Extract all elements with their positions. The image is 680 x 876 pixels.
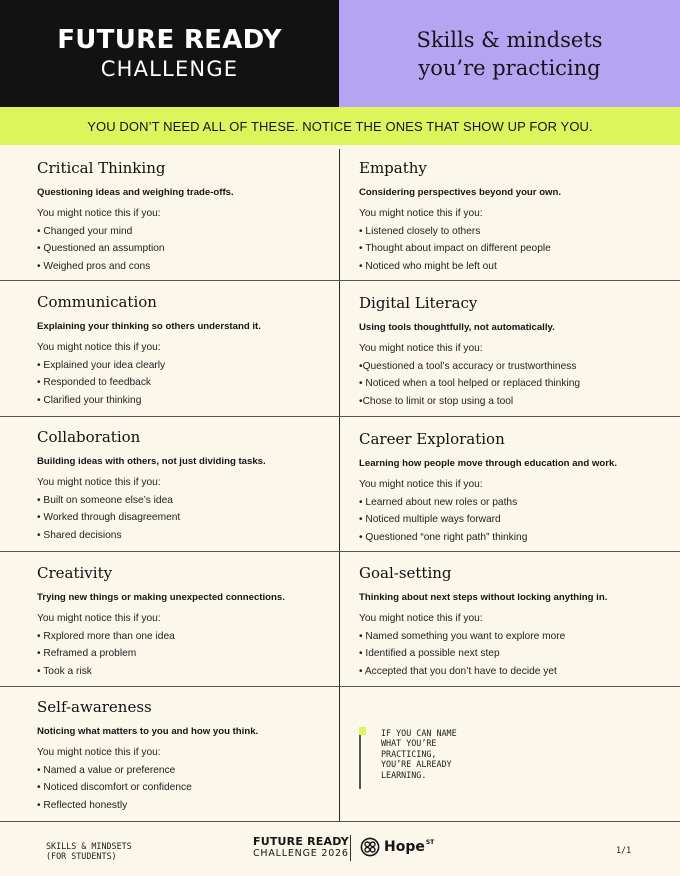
footer-doc-label-line-2: (FOR STUDENTS) [46, 851, 117, 861]
row-divider [0, 551, 680, 552]
skill-card-creativity [37, 563, 342, 679]
page-title-line-2: you’re practicing [418, 55, 601, 80]
skill-intro: You might notice this if you: [37, 208, 161, 219]
skill-intro: You might notice this if you: [37, 342, 161, 353]
skill-bullet: • Noticed when a tool helped or replaced thinking [359, 378, 581, 390]
skill-subtitle: Explaining your thinking so others understand it. [37, 321, 261, 332]
skill-card-empathy [359, 158, 664, 274]
logo-line-2: CHALLENGE [100, 56, 239, 81]
skill-bullet: • Named something you want to explore more [359, 630, 566, 642]
skill-bullet: • Named a value or preference [37, 764, 176, 776]
partner-name: Hope [384, 839, 425, 855]
brand-logo [0, 0, 339, 107]
skill-bullet: •Chose to limit or stop using a tool [359, 395, 514, 407]
row-divider [0, 416, 680, 417]
skill-bullet: • Explained your idea clearly [37, 359, 166, 371]
page-title-line-1: Skills & mindsets [416, 27, 603, 52]
skill-bullet: • Noticed who might be left out [359, 260, 497, 272]
skill-card-critical-thinking [37, 158, 342, 274]
notice-banner-text: YOU DON’T NEED ALL OF THESE. NOTICE THE ONES THAT SHOW UP FOR YOU. [87, 118, 593, 134]
skill-bullet: • Rxplored more than one idea [37, 630, 175, 642]
footer-logo-line-2: CHALLENGE 2026 [253, 848, 349, 859]
skill-card-career-exploration [359, 429, 664, 545]
skill-bullet: • Clarified your thinking [37, 394, 142, 406]
skill-subtitle: Trying new things or making unexpected connections. [37, 592, 285, 603]
notice-banner [0, 107, 680, 145]
skill-bullet: • Responded to feedback [37, 377, 152, 389]
skill-bullets [359, 360, 664, 409]
skill-subtitle: Learning how people move through education and work. [359, 458, 617, 469]
skill-title: Empathy [359, 159, 427, 177]
skill-bullet: • Listened closely to others [359, 225, 481, 237]
skill-intro: You might notice this if you: [359, 479, 483, 490]
skill-title: Digital Literacy [359, 294, 478, 312]
skill-bullets [359, 496, 664, 545]
skill-bullets [359, 225, 664, 274]
skill-title: Communication [37, 293, 157, 311]
quote-accent-mark [359, 727, 366, 735]
skill-bullet: • Took a risk [37, 665, 92, 677]
skill-title: Self-awareness [37, 698, 152, 716]
skill-bullets [37, 225, 342, 274]
skill-card-collaboration [37, 427, 342, 543]
skill-bullet: • Reflected honestly [37, 799, 128, 811]
skill-title: Goal-setting [359, 564, 452, 582]
skill-bullet: • Reframed a problem [37, 648, 137, 660]
skill-bullet: • Changed your mind [37, 225, 133, 237]
skill-bullet: • Questioned an assumption [37, 243, 165, 255]
skill-bullet: • Questioned “one right path” thinking [359, 531, 528, 543]
skill-bullet: • Accepted that you don’t have to decide yet [359, 665, 557, 677]
skill-subtitle: Noticing what matters to you and how you think. [37, 726, 259, 737]
skill-subtitle: Building ideas with others, not just dividing tasks. [37, 456, 266, 467]
skill-title: Career Exploration [359, 430, 505, 448]
skill-bullets [359, 630, 664, 679]
pull-quote-line: PRACTICING, [381, 748, 437, 759]
pull-quote-line: LEARNING. [381, 769, 427, 780]
footer-brand-logo [253, 836, 349, 859]
skill-bullets [37, 359, 342, 408]
skill-title: Critical Thinking [37, 159, 166, 177]
skill-subtitle: Considering perspectives beyond your own. [359, 187, 562, 198]
pull-quote-line: WHAT YOU’RE [381, 738, 437, 749]
skill-intro: You might notice this if you: [359, 613, 483, 624]
skill-intro: You might notice this if you: [359, 343, 483, 354]
skill-bullet: • Worked through disagreement [37, 512, 181, 524]
skill-bullet: • Thought about impact on different people [359, 243, 551, 255]
skill-card-communication [37, 292, 342, 408]
skill-bullet: • Weighed pros and cons [37, 260, 151, 272]
skill-subtitle: Using tools thoughtfully, not automatically. [359, 322, 555, 333]
partner-superscript: ST [425, 838, 435, 846]
footer-logo-line-1: FUTURE READY [253, 835, 349, 848]
skill-bullet: • Shared decisions [37, 529, 122, 541]
footer-divider [350, 835, 351, 861]
row-divider [0, 280, 680, 281]
skill-card-goal-setting [359, 563, 664, 679]
skill-intro: You might notice this if you: [359, 208, 483, 219]
page-title [339, 0, 680, 107]
footer-doc-label [46, 841, 132, 861]
skill-bullet: • Built on someone else’s idea [37, 494, 173, 506]
logo-line-1: FUTURE READY [57, 24, 282, 55]
skill-title: Collaboration [37, 428, 141, 446]
pull-quote [359, 727, 519, 789]
skill-bullets [37, 764, 342, 813]
skill-subtitle: Thinking about next steps without locking anything in. [359, 592, 608, 603]
skill-intro: You might notice this if you: [37, 747, 161, 758]
skills-grid [0, 145, 680, 821]
header [0, 0, 680, 107]
skill-intro: You might notice this if you: [37, 613, 161, 624]
skill-bullet: • Noticed multiple ways forward [359, 514, 501, 526]
skill-bullet: • Noticed discomfort or confidence [37, 782, 192, 794]
footer-doc-label-line-1: SKILLS & MINDSETS [46, 841, 132, 851]
footer [0, 821, 680, 876]
page-number: 1/1 [616, 845, 632, 855]
skill-bullets [37, 494, 342, 543]
partner-logo [360, 837, 434, 857]
skill-title: Creativity [37, 564, 113, 582]
skill-card-self-awareness [37, 697, 342, 813]
skill-bullet: • Identified a possible next step [359, 648, 500, 660]
skill-intro: You might notice this if you: [37, 477, 161, 488]
skill-bullet: •Questioned a tool’s accuracy or trustworthiness [359, 360, 577, 372]
skill-card-digital-literacy [359, 293, 664, 409]
skill-subtitle: Questioning ideas and weighing trade-offs. [37, 187, 234, 198]
pull-quote-line: YOU’RE ALREADY [381, 759, 452, 770]
skill-bullet: • Learned about new roles or paths [359, 496, 518, 508]
skill-bullets [37, 630, 342, 679]
row-divider [0, 686, 680, 687]
pull-quote-line: IF YOU CAN NAME [381, 728, 457, 738]
hope-logo-icon [360, 837, 380, 857]
